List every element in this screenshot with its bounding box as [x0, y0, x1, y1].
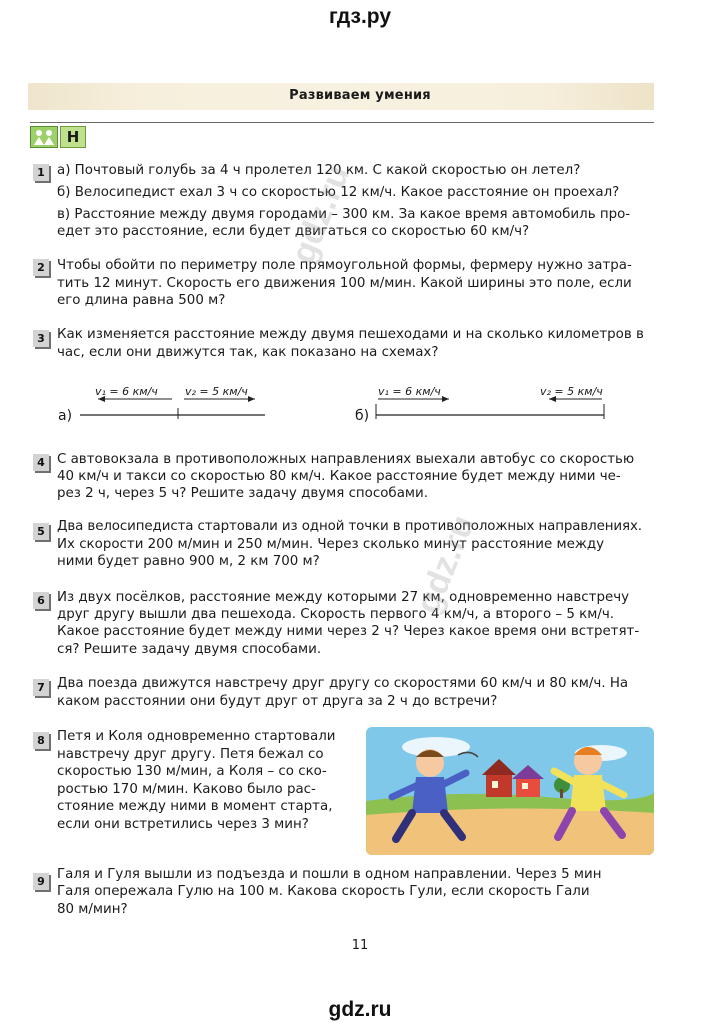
task-line: в) Расстояние между двумя городами – 300 км. За какое время автомобиль про-	[57, 207, 631, 222]
task-line: ростью 170 м/мин. Каково было рас-	[57, 782, 316, 797]
diagram-b-speed-2: v₂ = 5 км/ч	[540, 385, 603, 398]
task-line: а) Почтовый голубь за 4 ч пролетел 120 км. С какой скоростью он летел?	[57, 163, 581, 178]
diagram-a-scheme	[80, 394, 280, 420]
footer-site-name: gdz.ru	[328, 998, 392, 1021]
diagram-b-scheme	[374, 394, 610, 420]
task-number: 5	[33, 523, 49, 540]
task-number: 2	[33, 259, 49, 276]
task-line: С автовокзала в противоположных направлениях выехали автобус со скоростью	[57, 452, 635, 467]
task-line: Галя и Гуля вышли из подъезда и пошли в одном направлении. Через 5 мин	[57, 867, 602, 882]
page-number: 11	[351, 938, 369, 953]
task-line: ними будет равно 900 м, 2 км 700 м?	[57, 554, 320, 569]
task-line: час, если они движутся так, как показано на схемах?	[57, 345, 439, 360]
task-number: 1	[33, 164, 49, 181]
task-line: тить 12 минут. Скорость его движения 100 м/мин. Какой ширины это поле, если	[57, 276, 632, 291]
children-icon	[30, 126, 58, 148]
task-line: б) Велосипедист ехал 3 ч со скоростью 12 км/ч. Какое расстояние он проехал?	[57, 185, 620, 200]
diagram-b-speed-1: v₁ = 6 км/ч	[378, 385, 441, 398]
task-line: друг другу вышли два пешехода. Скорость первого 4 км/ч, а второго – 5 км/ч.	[57, 607, 615, 622]
level-marker	[30, 126, 86, 148]
level-letter: Н	[60, 126, 86, 148]
task-line: Какое расстояние будет между ними через 2 ч? Через какое время они встретят-	[57, 624, 640, 639]
diagram-a-speed-1: v₁ = 6 км/ч	[95, 385, 158, 398]
task-line: Чтобы обойти по периметру поле прямоугольной формы, фермеру нужно затра-	[57, 258, 632, 273]
task-number: 8	[33, 732, 49, 749]
task-number: 6	[33, 592, 49, 609]
task-line: 40 км/ч и такси со скоростью 80 км/ч. Какое расстояние будет между ними че-	[57, 469, 621, 484]
runners-illustration	[366, 727, 654, 855]
task-line: рез 2 ч, через 5 ч? Решите задачу двумя способами.	[57, 486, 428, 501]
task-line: ся? Решите задачу двумя способами.	[57, 642, 322, 657]
task-line: стояние между ними в момент старта,	[57, 799, 333, 814]
task-line: едет это расстояние, если будет двигаться со скоростью 60 км/ч?	[57, 224, 530, 239]
diagram-a-speed-2: v₂ = 5 км/ч	[185, 385, 248, 398]
section-rule	[30, 122, 654, 123]
task-line: Их скорости 200 м/мин и 250 м/мин. Через сколько минут расстояние между	[57, 537, 605, 552]
watermark: gdz.ru	[283, 159, 358, 269]
task-number: 4	[33, 454, 49, 471]
diagram-a-label: а)	[58, 408, 73, 424]
task-line: его длина равна 500 м?	[57, 293, 226, 308]
task-line: скоростью 130 м/мин, а Коля – со ско-	[57, 764, 327, 779]
task-line: Галя опережала Гулю на 100 м. Какова скорость Гули, если скорость Гали	[57, 884, 590, 899]
task-line: Два велосипедиста стартовали из одной точки в противоположных направлениях.	[57, 519, 642, 534]
watermark: gdz.ru	[408, 509, 483, 619]
task-number: 7	[33, 679, 49, 696]
task-line: Петя и Коля одновременно стартовали	[57, 729, 336, 744]
header-site-name: гдз.ру	[328, 5, 392, 28]
task-line: если они встретились через 3 мин?	[57, 817, 309, 832]
task-line: Два поезда движутся навстречу друг другу со скоростями 60 км/ч и 80 км/ч. На	[57, 676, 629, 691]
section-title: Развиваем умения	[289, 88, 431, 103]
task-number: 9	[33, 873, 49, 890]
task-line: каком расстоянии они будут друг от друга за 2 ч до встречи?	[57, 694, 498, 709]
task-line: Как изменяется расстояние между двумя пешеходами и на сколько километров в	[57, 327, 644, 342]
task-number: 3	[33, 330, 49, 347]
diagram-b-label: б)	[355, 408, 370, 424]
task-line: навстречу друг другу. Петя бежал со	[57, 747, 324, 762]
task-line: Из двух посёлков, расстояние между которыми 27 км, одновременно навстречу	[57, 590, 630, 605]
task-line: 80 м/мин?	[57, 902, 128, 917]
